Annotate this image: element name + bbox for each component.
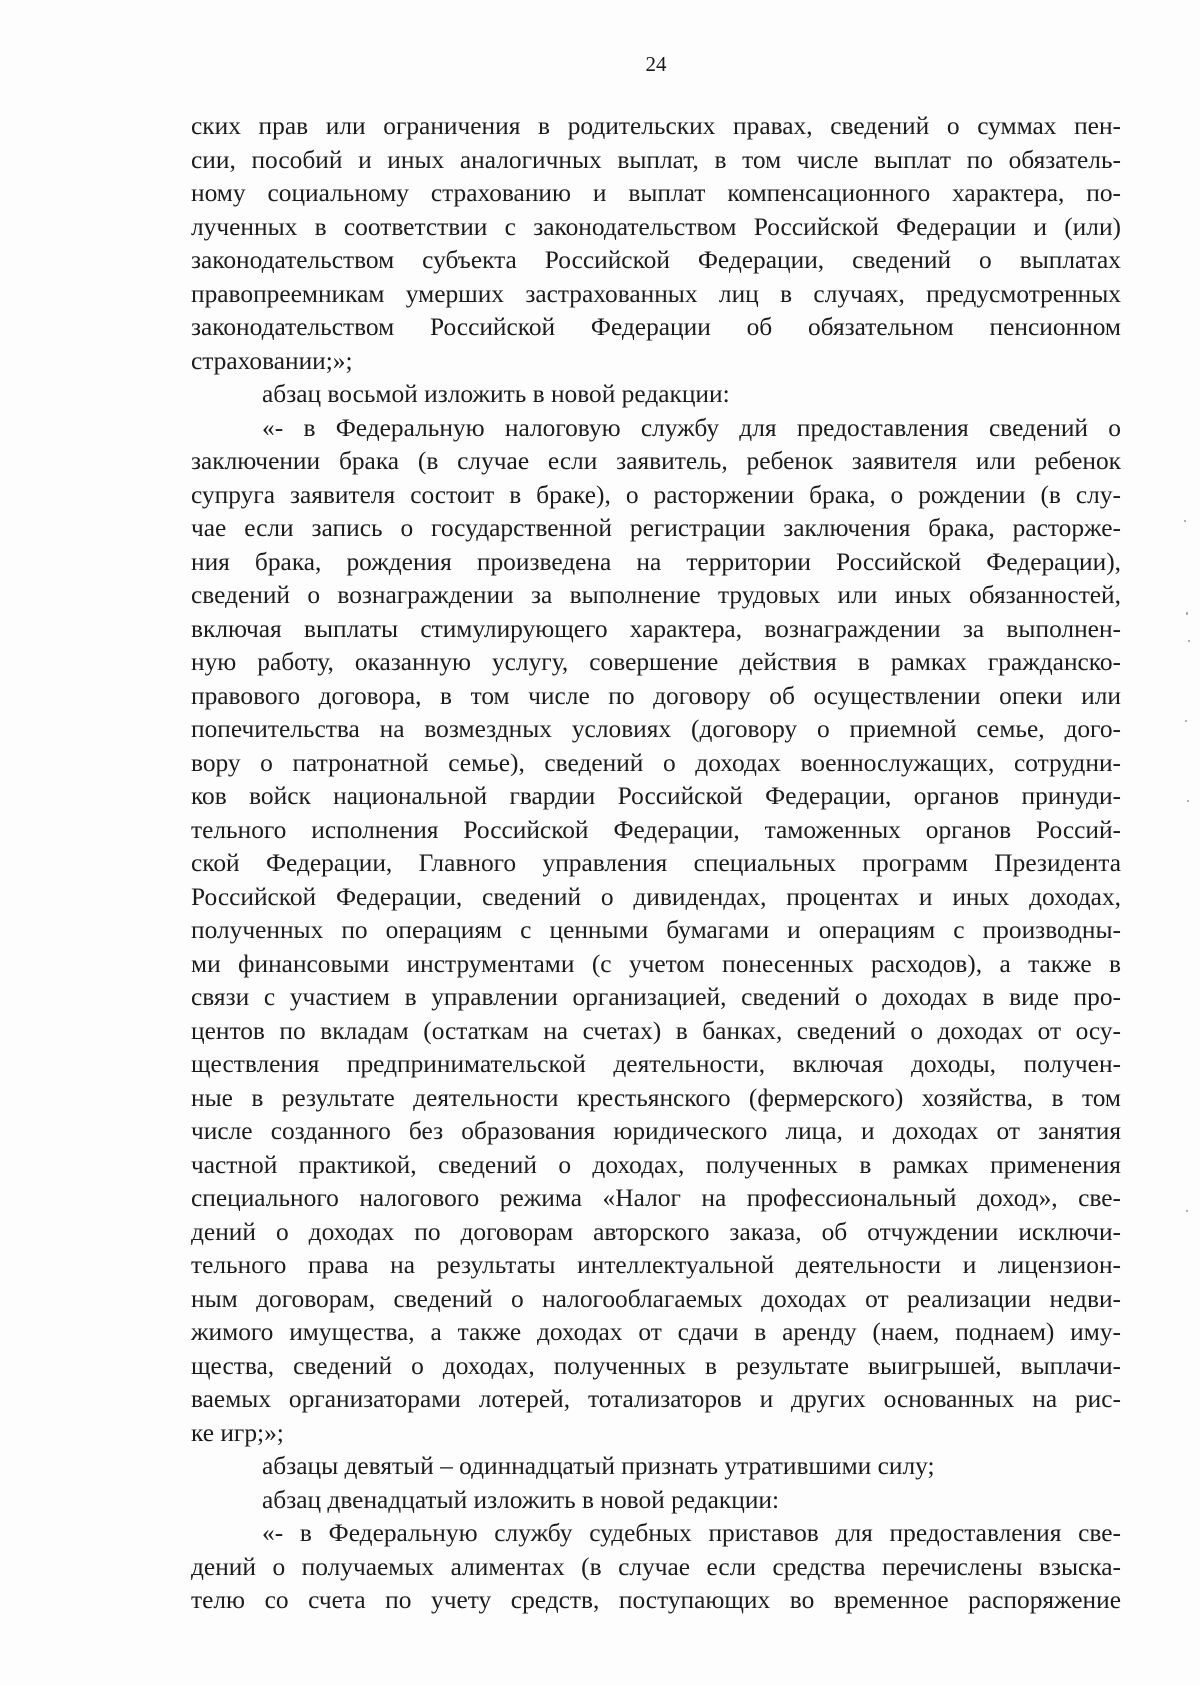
text-line: специального налогового режима «Налог на профессиональный доход», све- [191,1184,1121,1212]
text-line: правопреемникам умерших застрахованных лиц в случаях, предусмотренных [191,279,1121,308]
text-line: телю со счета по учету средств, поступающих во временное распоряжение [191,1586,1121,1614]
text-line: ную работу, оказанную услугу, совершение действия в рамках гражданско- [191,648,1121,676]
text-line: абзацы девятый – одиннадцатый признать утратившими силу; [262,1452,935,1480]
text-line: дений о получаемых алиментах (в случае если средства перечислены взыска- [191,1552,1121,1581]
text-line: ваемых организаторами лотерей, тотализаторов и других основанных на рис- [191,1385,1121,1413]
text-line: ке игр;»; [191,1418,284,1447]
text-line: «- в Федеральную службу судебных приставов для предоставления све- [262,1519,1121,1547]
text-line: жимого имущества, а также доходах от сдачи в аренду (наем, поднаем) иму- [191,1318,1121,1346]
text-line: тельного права на результаты интеллектуальной деятельности и лицензион- [191,1251,1121,1279]
text-line: связи с участием в управлении организацией, сведений о доходах в виде про- [191,983,1121,1011]
text-line: Российской Федерации, сведений о дивидендах, процентах и иных доходах, [191,882,1121,911]
text-line: центов по вкладам (остаткам на счетах) в банках, сведений о доходах от осу- [191,1016,1121,1045]
text-line: правового договора, в том числе по договору об осуществлении опеки или [191,681,1121,710]
text-line: полученных по операциям с ценными бумагами и операциям с производны- [191,916,1121,944]
text-line: ских прав или ограничения в родительских правах, сведений о суммах пен- [191,112,1121,140]
text-line: включая выплаты стимулирующего характера, вознаграждении за выполнен- [191,614,1121,643]
text-line: сии, пособий и иных аналогичных выплат, в том числе выплат по обязатель- [191,145,1121,174]
text-line: дений о доходах по договорам авторского заказа, об отчуждении исключи- [191,1217,1121,1246]
text-line: абзац восьмой изложить в новой редакции: [262,380,730,408]
text-line: частной практикой, сведений о доходах, полученных в рамках применения [191,1150,1121,1179]
text-line: ми финансовыми инструментами (с учетом понесенных расходов), а также в [191,949,1121,978]
text-line: супруга заявителя состоит в браке), о расторжении брака, о рождении (в слу- [191,480,1121,509]
text-line: сведений о вознаграждении за выполнение трудовых или иных обязанностей, [191,581,1121,609]
text-line: страховании;»; [191,346,353,375]
text-line: ные в результате деятельности крестьянского (фермерского) хозяйства, в том [191,1083,1121,1112]
text-line: ным договорам, сведений о налогооблагаемых доходах от реализации недви- [191,1284,1121,1313]
text-line: числе созданного без образования юридического лица, и доходах от занятия [191,1117,1121,1145]
text-line: лученных в соответствии с законодательством Российской Федерации и (или) [191,212,1121,241]
text-line: тельного исполнения Российской Федерации, таможенных органов Россий- [191,815,1121,844]
text-line: ния брака, рождения произведена на территории Российской Федерации), [191,547,1121,576]
text-line: вору о патронатной семье), сведений о доходах военнослужащих, сотрудни- [191,748,1121,777]
text-line: абзац двенадцатый изложить в новой редакции: [262,1485,780,1514]
text-line: «- в Федеральную налоговую службу для предоставления сведений о [262,413,1121,442]
text-line: щества, сведений о доходах, полученных в результате выигрышей, выплачи- [191,1351,1121,1380]
page-number: 24 [645,52,667,76]
text-line: законодательством субъекта Российской Федерации, сведений о выплатах [191,246,1121,274]
body-text [191,110,1121,1618]
text-line: ному социальному страхованию и выплат компенсационного характера, по- [191,179,1121,207]
text-line: ществления предпринимательской деятельности, включая доходы, получен- [191,1050,1121,1078]
text-line: чае если запись о государственной регистрации заключения брака, расторже- [191,514,1121,542]
text-line: заключении брака (в случае если заявитель, ребенок заявителя или ребенок [191,447,1121,475]
scan-edge-marks [1140,0,1200,1685]
text-line: ков войск национальной гвардии Российской Федерации, органов принуди- [191,782,1121,810]
text-line: ской Федерации, Главного управления специальных программ Президента [191,849,1121,877]
text-line: законодательством Российской Федерации об обязательном пенсионном [191,313,1121,341]
text-line: попечительства на возмездных условиях (договору о приемной семье, дого- [191,715,1121,743]
